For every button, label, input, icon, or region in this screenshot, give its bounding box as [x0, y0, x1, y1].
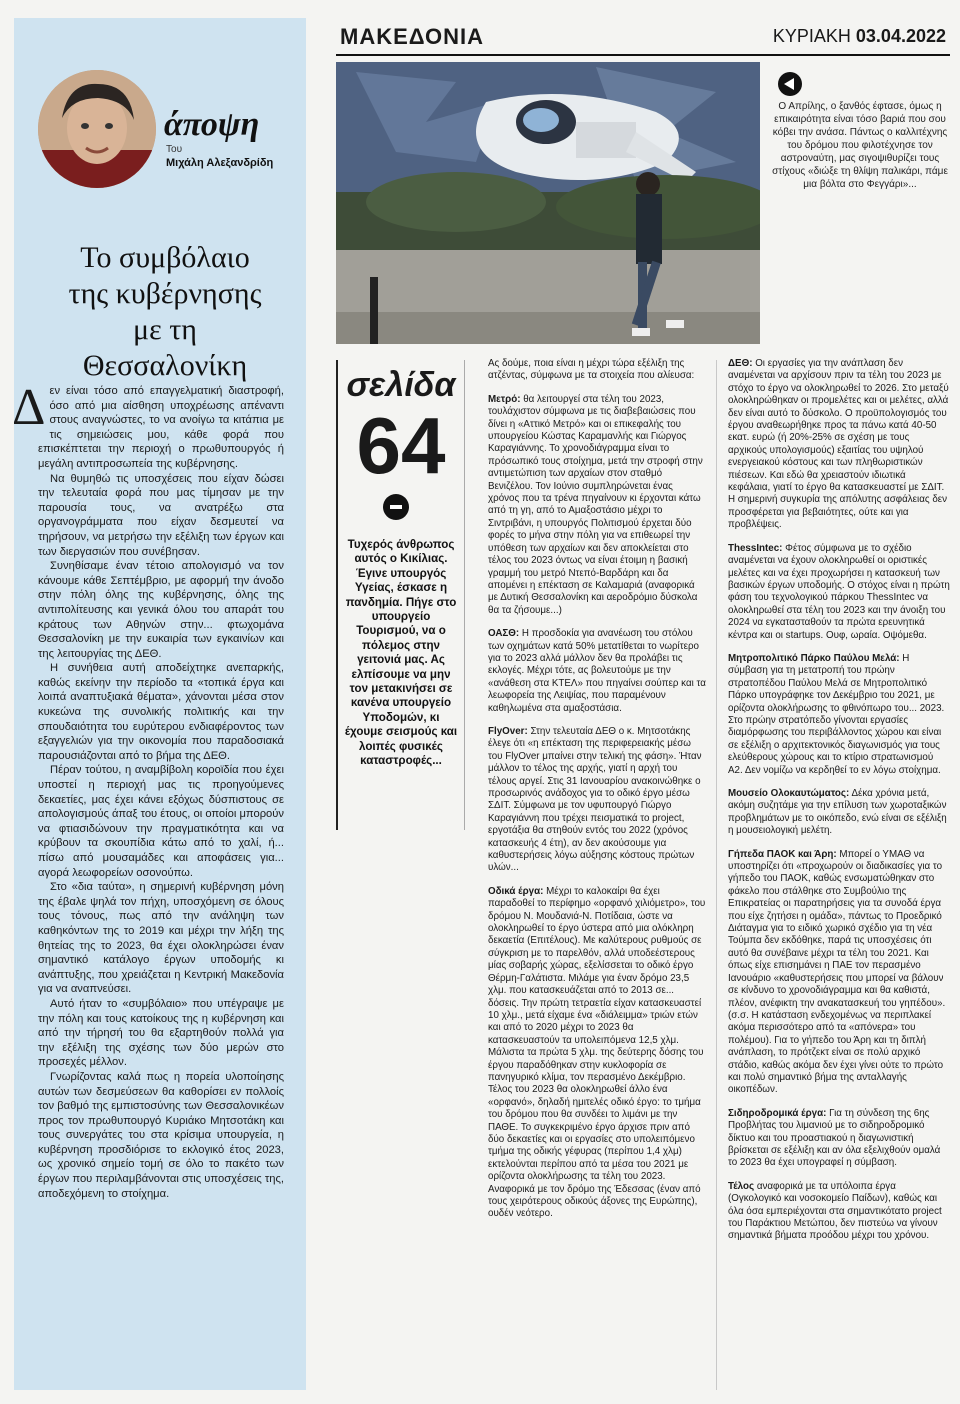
item-paragraph	[728, 358, 950, 532]
item-text: Οι εργασίες για την ανάπλαση δεν αναμένεται να αρχίσουν πριν τα τέλη του 2023 με στόχο το έργο να ολοκληρωθεί το 2026. Στο μεταξύ ολοκληρώθηκαν οι προμελέτες και οι μελέτες, αλλά δεν είναι αυτό το δύσκολο. Ο προϋπολογισμός του έργου αναθεωρήθηκε προς τα πάνω κατά 40-50 εκατ. ευρώ (ή 20%-25% σε σχέση με τους αρχικούς υπολογισμούς) εξαιτίας του υψηλού ενεργειακού κόστους και των πληθωριστικών πιέσεων. Και εδώ θα χρειαστούν ιδιωτικά κεφάλαια, γιατί το έργο θα κατασκευαστεί με ΣΔΙΤ. Η σημερινή συγκυρία της απόλυτης ασφάλειας δεν προσφέρεται για βεβαιότητες, ούτε και για προβλέψεις.	[728, 358, 949, 531]
page-word: σελίδα	[346, 366, 456, 404]
opinion-label: άποψη	[164, 106, 260, 143]
item-text: Για τη σύνδεση της 6ης Προβλήτας του λιμανιού με το σιδηροδρομικό δίκτυο και του προαστιακού η διαγωνιστική βρίσκεται σε εξέλιξη και αν όλα εξελιχθούν ομαλά το 2023 θα έχει υπογραφεί η σύμβαση.	[728, 1107, 941, 1169]
opinion-paragraph: Να θυμηθώ τις υποσχέσεις που είχαν δώσει την τελευταία φορά που μας τίμησαν με την παρουσία τους, να ανατρέξω στα οργανογράμματα που είχαν δεσμευτεί να τηρήσουν, να μετρήσω την εξέλιξη των έργων και των διεργασιών που συνέβησαν.	[38, 472, 284, 558]
opinion-paragraph	[12, 379, 284, 472]
item-paragraph	[488, 628, 706, 715]
item-paragraph	[728, 1108, 950, 1170]
astronaut-mural-icon	[336, 62, 760, 344]
opinion-paragraph: Πέραν τούτου, η αναμβίβολη κοροϊδία που έχει υποστεί η περιοχή μας τις προηγούμενες δεκαετίες, μας έχει κάνει εξόχως δύσπιστους σε απολογισμούς άπαξ του έτους, οι οποίοι μπορούν να φτιασιδώνουν την πραγματικότητα και να κρύβουν τα σκουπίδια κάτω από το χαλί, ή... πίσω από μουσαμάδες και αποφάσεις για... αγορά λεωφορείων οσονούπω.	[38, 764, 284, 879]
masthead	[336, 22, 950, 56]
item-text: Η προσδοκία για ανανέωση του στόλου των οχημάτων κατά 50% μετατίθεται το νωρίτερο για το 2023 αλλά μάλλον δεν θα προλάβει τις εκλογές. Μέχρι τότε, ας βολευτούμε με την «ανάθεση στα ΚΤΕΛ» που πηγαίνει σούπερ και τα λεωφορεία της Λειψίας, που παραμένουν καθηλωμένα στα αμαξοστάσια.	[488, 628, 706, 714]
drop-cap: Δ	[12, 379, 46, 436]
mural-photo	[336, 62, 760, 344]
item-title: ThessIntec:	[728, 542, 783, 554]
opinion-paragraph: Γνωρίζοντας καλά πως η πορεία υλοποίησης αυτών των δεσμεύσεων θα καθορίσει εν πολλοίς τον βαθμό της εμπιστοσύνης των Θεσσαλονικέων προς τον πρωθυπουργό Κυριάκο Μητσοτάκη και τους συνεργάτες του στα κρίσιμα υπουργεία, η κυβέρνηση προσδιόρισε το εκλογικό έτος 2023, ως χρονικό σημείο τομή σε όλο το πακέτο των έργων που περιλαμβάνονται στις υποσχέσεις της, αποδεχόμενη το στοίχημα.	[38, 1070, 284, 1200]
intro-paragraph: Ας δούμε, ποια είναι η μέχρι τώρα εξέλιξη της ατζέντας, σύμφωνα με τα στοιχεία που αλίευσα:	[488, 358, 695, 382]
opinion-headline	[34, 240, 296, 384]
first-paragraph-text: εν είναι τόσο από επαγγελματική διαστροφή, όσο από μια αίσθηση υποχρέωσης απέναντι στους αναγνώστες, το να ανοίγω τα κιτάπια με τις σημειώσεις μου, κάθε φορά που επισκέπτεται την περιοχή ο πρωθυπουργός ή μεγάλη αντιπροσωπεία της κυβέρνησης.	[38, 385, 284, 470]
author-avatar	[38, 70, 156, 188]
item-paragraph	[488, 726, 706, 875]
opinion-paragraph: Αυτό ήταν το «συμβόλαιο» που υπέγραψε με την πόλη και τους κατοίκους της η κυβέρνηση και από την τήρησή του θα εξαρτηθούν πολλά για την εξέλιξη της σχέσης των δύο μερών στο προσεχές μέλλον.	[38, 997, 284, 1069]
item-text: Μέχρι το καλοκαίρι θα έχει παραδοθεί το περίφημο «ορφανό χιλιόμετρο», του δρόμου Ν. Μουδανιά-Ν. Ποτίδαια, ώστε να ολοκληρωθεί το έργο ύστερα από μια ολόκληρη δεκαετία (Επιτέλους). Με καλύτερους ρυθμούς σε σύγκριση με το παρελθόν, αλλά υποδεέστερους μίας σοβαρής χώρας, εξελίσσεται το οδικό έργο Θέρμη-Γαλάτιστα. Μιλάμε για έναν δρόμο 23,5 χλμ. που κατασκευάζεται από το 2013 σε... δόσεις. Την πρώτη τετραετία είχαν κατασκευαστεί 10 χλμ., μετά είχαμε ένα «διάλειμμα» τριών ετών και από το 2020 μέχρι το 2023 θα κατασκευαστούν τα υπολειπόμενα 12,5 χλμ. Μάλιστα τα πρώτα 5 χλμ. της δεύτερης δόσης του έργου παραδόθηκαν στην κυκλοφορία σε πανηγυρικό κλίμα, τον περασμένο Δεκέμβριο. Τέλος του 2023 θα ολοκληρωθεί άλλο ένα «ορφανό», δηλαδή ημιτελές οδικό έργο: το τμήμα του δρόμου που θα συνδέει το λιμάνι με την ΠΑΘΕ. Το συγκεκριμένο έργο άρχισε πριν από δύο δεκαετίες και οι εργασίες στο υπολειπόμενο τμήμα της οδικής γέφυρας (περίπου 1,4 χλμ) εκτελούνται περίπου από τα μέσα του 2021 με ορίζοντα ολοκλήρωσης τα τέλη του 2023. Αναφορικά με τον δρόμο της Έδεσσας (έναν από τους χειρότερους οδικούς άξονες της Ευρώπης), ουδέν νεότερο.	[488, 885, 706, 1220]
item-text: θα λειτουργεί στα τέλη του 2023, τουλάχιστον σύμφωνα με τις διαβεβαιώσεις που δίνει η «Αττικό Μετρό» και οι επικεφαλής του υπουργείου Κώστας Καραμανλής και Γιώργος Καραγιάννης. Το χρονοδιάγραμμα είναι το πρόσωπικό τους στοίχημα, μετά την στροφή στην αντιμετώπιση των αρχαίων στον σταθμό Βενιζέλου. Τον Ιούνιο συμπληρώνεται ένας χρόνος που τα τρένα πηγαίνουν κι έρχονται κάτω από τη γη, από το Αμαξοστάσιο μέχρι το Σιντριβάνι, η υπουργός Πολιτισμού έρχεται δύο φορές το μήνα στην πόλη για να επιθεωρεί την υπόθεση των αρχαίων και δεν αποκλείεται στο τέλος του 2023 όντως να είναι έτοιμη η βασική γραμμή του μετρό Ντεπό-Βαρδάρη και δα απομένει η επέκταση σε Καλαμαριά (αναφορικά με Δυτική Θεσσαλονίκη και αεροδρόμιο δύσκολα θα τα ζήσουμε...)	[488, 393, 703, 616]
item-paragraph	[728, 653, 950, 777]
item-title: Μητροπολιτικό Πάρκο Παύλου Μελά:	[728, 652, 900, 664]
opinion-body	[12, 379, 284, 1201]
opinion-paragraph: Συνηθίσαμε έναν τέτοιο απολογισμό να τον κάνουμε κάθε Σεπτέμβριο, με αφορμή την άνοδο στην πόλη όλης της κυβέρνησης, όλης της αντιπολίτευσης και γενικά όλου του απαράτ του κράτους των Αθηνών στην... φτωχομάνα Θεσσαλονίκη με την ευκαιρία των εγκαινίων και της λειτουργίας της ΔΕΘ.	[38, 560, 284, 660]
article-column-a	[488, 358, 706, 1232]
item-paragraph	[728, 788, 950, 838]
minus-icon	[383, 494, 409, 520]
headline-line: της κυβέρνησης	[68, 277, 262, 310]
author-by: Του	[166, 144, 183, 155]
page-number: 64	[356, 401, 446, 490]
item-title: ΔΕΘ:	[728, 358, 753, 369]
opinion-paragraph: Στο «δια ταύτα», η σημερινή κυβέρνηση μόνη της έβαλε ψηλά τον πήχη, υποσχόμενη σε όλους τους τόνους, πως από την ανάληψη των καθηκόντων της το 2019 και μέχρι την λήξη της θητείας της το 2023, θα έχει ολοκληρώσει έναν σημαντικό κατάλογο έργων υποδομής κι ανάπτυξης, που χρειάζεται η Κεντρική Μακεδονία για να αναπνεύσει.	[38, 881, 284, 996]
headline-line: Το συμβόλαιο	[80, 241, 250, 274]
item-title: ΟΑΣΘ:	[488, 628, 520, 640]
item-paragraph	[728, 1181, 950, 1243]
item-text: αναφορικά με τα υπόλοιπα έργα (Ογκολογικό και νοσοκομείο Παίδων), καθώς και όλα όσα εμπεριέχονται στα σημαντικότατο project του Παράκτιου Μετώπου, δεν πιστεύω να γίνουν σημαντικά βήματα προόδου μέχρι του χρόνου.	[728, 1180, 942, 1242]
photo-caption: Ο Απρίλης, ο ξανθός έφτασε, όμως η επικαιρότητα είναι τόσο βαριά που σου κόβει την ανάσα. Πάντως ο καλλιτέχνης του δρόμου που φιλοτέχνησε τον αστροναύτη, μας σιγοψιθυρίζει τους στίχους «διώξε τη θλίψη παλικάρι, πάμε μια βόλτα στο Φεγγάρι»...	[772, 101, 948, 190]
issue-date-value: 03.04.2022	[855, 26, 946, 46]
item-title: Γήπεδα ΠΑΟΚ και Άρη:	[728, 848, 837, 860]
item-title: Οδικά έργα:	[488, 885, 544, 897]
author-name: Μιχάλη Αλεξανδρίδη	[166, 157, 274, 169]
column-divider	[716, 360, 717, 1390]
caption-arrow-icon	[778, 72, 802, 96]
item-paragraph	[488, 394, 706, 617]
author-portrait-icon	[38, 70, 156, 188]
item-text: Η σύμβαση για τη μετατροπή του πρώην στρατοπέδου Παύλου Μελά σε Μητροπολιτικό Πάρκο υπογράφηκε τον Δεκέμβριο του 2021, με ορίζοντα ολοκλήρωσης το φθινόπωρο του... 2023. Στο πρώην στρατόπεδο γίνονται εργασίες διαμόρφωσης του περιβάλλοντος χώρου και είναι σε εξέλιξη ο αρχιτεκτονικός διαγωνισμός για τους ελεύθερους χώρους και το κτίριο στρατωνισμού Α2. Δεν νομίζω να κερδηθεί το εν λόγω στοίχημα.	[728, 652, 945, 776]
item-text: Στην τελευταία ΔΕΘ ο κ. Μητσοτάκης έλεγε ότι «η επέκταση της περιφερειακής μέσω του FlyOver μπαίνει στην τελική της φάση». Ήταν μάλλον το τέλος της αρχής, γιατί η αρχή του τέλους αργεί. Στις 31 Ιανουαρίου ανακοινώθηκε ο προσωρινός ανάδοχος για το οδικό έργο μέσω ΣΔΙΤ. Σύμφωνα με τον υφυπουργό Γιώργο Καραγιάννη που τρέχει πεισματικά το project, εργοτάξια θα στηθούν εντός του 2022 (χρόνος κατασκευής 4 έτη), αν δεν ακούσουμε για καθυστερήσεις λόγω αύξησης κόστους πρώτων υλών...	[488, 725, 702, 874]
item-paragraph	[728, 849, 950, 1097]
section-name: ΜΑΚΕΔΟΝΙΑ	[340, 24, 484, 49]
item-paragraph	[488, 886, 706, 1221]
item-text: Φέτος σύμφωνα με το σχέδιο αναμένεται να έχουν ολοκληρωθεί οι οριστικές μελέτες και να έχει προχωρήσει η κατασκευή των βασικών έργων υποδομής. Ο στόχος είναι η πρώτη φάση του τεχνολογικού πάρκου ThessIntec να ολοκληρωθεί στα τέλη του 2023 και την άνοιξη του 2024 να εγκατασταθούν τα πρώτα ερευνητικά κέντρα και οι startups. Ουφ, ωραία. Οψόμεθα.	[728, 542, 950, 641]
item-text: Μπορεί ο ΥΜΑΘ να υποστηρίζει ότι «προχωρούν οι διαδικασίες για το γήπεδο του ΠΑΟΚ, καθώς ενσωματώθηκαν στο φάκελο που στάλθηκε στο Συμβούλιο της Επικρατείας οι παρατηρήσεις για τα συνοδά έργα που είχε ζητήσει η ομάδα», πάντως το Προεδρικό Διάταγμα για το ειδικό χωρικό σχέδιο για τη νέα Τούμπα δεν εκδόθηκε, παρά τις υποσχέσεις ότι αυτό θα συνέβαινε μέχρι τα τέλη του 2021. Και όπως είχε επισημάνει η ΠΑΕ τον περασμένο Ιανουάριο «καθυστερήσεις που μπορεί να βάλουν σε κίνδυνο το χρονοδιάγραμμα και θα καθιστά, πλέον, ανέφικτη την ανακατασκευή του γηπέδου». (σ.σ. Η κατάσταση ενδεχομένως να περιπλακεί ακόμα περισσότερο από τα «απόνερα» του πολέμου). Για το γήπεδο του Άρη και τη διπλή ανάπλαση, το πρότζεκτ είναι σε πολύ αρχικό στάδιο, καθώς ακόμα δεν έχει γίνει ούτε το πρώτο και πολύ σημαντικό βήμα της ανταλλαγής οικοπέδων.	[728, 848, 946, 1096]
page-note: Τυχερός άνθρωπος αυτός ο Κικίλιας. Έγινε υπουργός Υγείας, έσκασε η πανδημία. Πήγε στο υπουργείο Τουρισμού, να ο πόλεμος στην γειτονιά μας. Ας ελπίσουμε να μην τον μετακινήσει σε κανένα υπουργείο Υποδομών, κι έχουμε σεισμούς και λοιπές φυσικές καταστροφές...	[344, 538, 458, 768]
article-column-b	[728, 358, 950, 1254]
item-title: Σιδηροδρομικά έργα:	[728, 1107, 827, 1119]
item-title: Μετρό:	[488, 393, 521, 405]
headline-line: με τη	[133, 313, 197, 346]
issue-date	[773, 26, 946, 47]
issue-day: ΚΥΡΙΑΚΗ	[772, 26, 851, 46]
opinion-paragraph: Η συνήθεια αυτή αποδείχτηκε ανεπαρκής, καθώς εκείνην την περίοδο τα «τοπικά έργα και λοιπά αναπτυξιακά θέματα», χάνονται μέσα στον κυκεώνα της συνολικής πολιτικής και την σπουδαιότητα του ευρύτερου ενδιαφέροντος των εξαγγελιών για την οικονομία που παραδοσιακά παρουσιάζονται από το βήμα της ΔΕΘ.	[38, 662, 284, 762]
headline-line: Θεσσαλονίκη	[82, 349, 248, 382]
item-title: Μουσείο Ολοκαυτώματος:	[728, 788, 850, 799]
item-text: Δέκα χρόνια μετά, ακόμη συζητάμε για την επίλυση των χωροταξικών προβλημάτων με το οικόπεδο, ενώ είναι σε εξέλιξη η μουσειολογική μελέτη.	[728, 788, 947, 837]
item-paragraph	[728, 543, 950, 642]
item-title: Τέλος	[728, 1180, 755, 1192]
item-title: FlyOver:	[488, 725, 528, 737]
